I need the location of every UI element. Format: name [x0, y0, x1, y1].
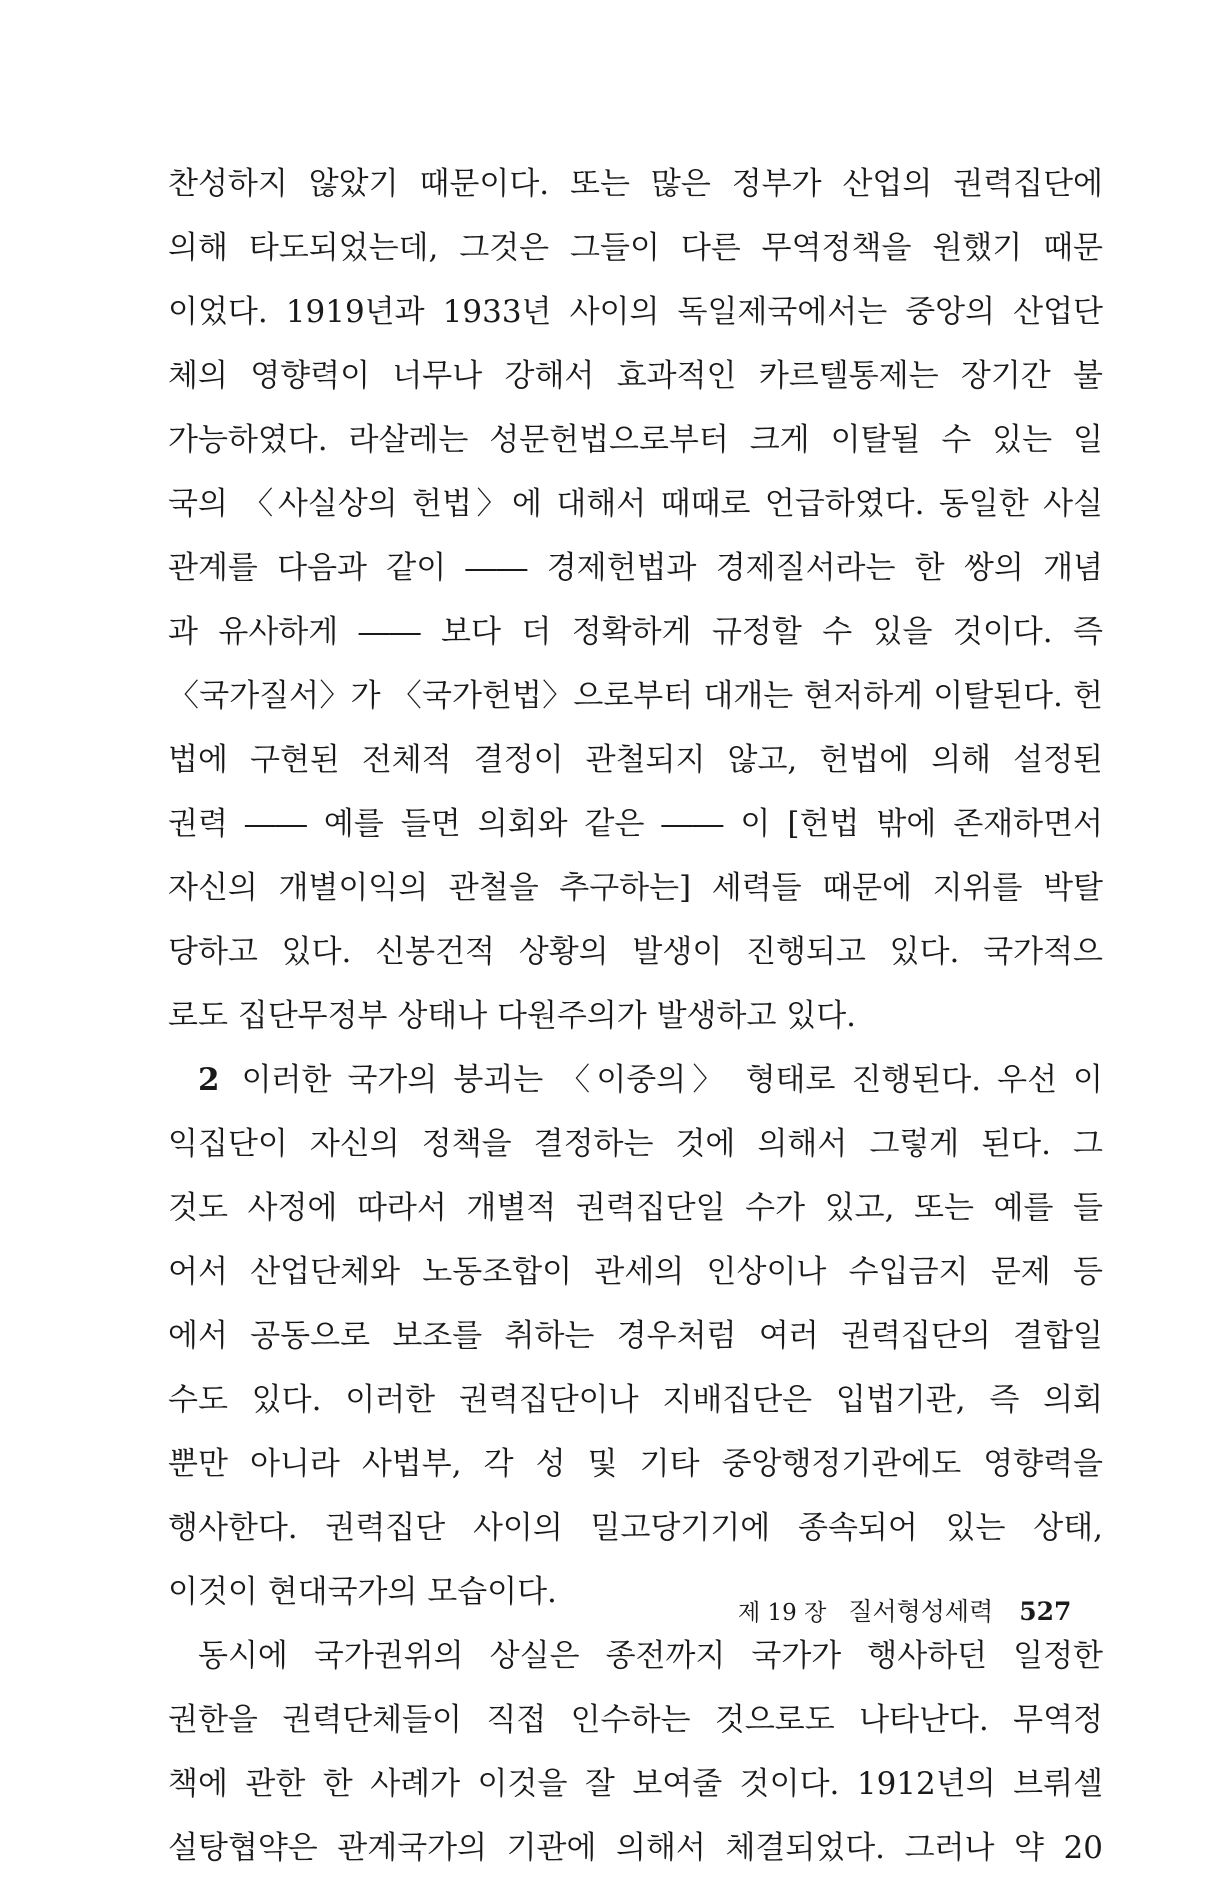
text-line: 이러한 국가의 붕괴는 〈이중의〉 형태로 진행된다. 우선 이	[241, 1062, 1103, 1098]
text-line: 권력 ―― 예를 들면 의회와 같은 ―― 이 [헌법 밖에 존재하면서	[168, 806, 1103, 842]
text-line: 법에 구현된 전체적 결정이 관철되지 않고, 헌법에 의해 설정된	[168, 742, 1103, 778]
text-line: 관계를 다음과 같이 ―― 경제헌법과 경제질서라는 한 쌍의 개념	[168, 550, 1103, 586]
section-number: 2	[198, 1062, 220, 1098]
text-line: 동시에 국가권위의 상실은 종전까지 국가가 행사하던 일정한	[198, 1638, 1103, 1674]
text-line: 이것이 현대국가의 모습이다.	[168, 1574, 557, 1610]
text-line: 가능하였다. 라살레는 성문헌법으로부터 크게 이탈될 수 있는 일	[168, 422, 1103, 458]
page-footer	[738, 1592, 1118, 1633]
text-line: 이었다. 1919년과 1933년 사이의 독일제국에서는 중앙의 산업단	[168, 294, 1103, 330]
text-line: 에서 공동으로 보조를 취하는 경우처럼 여러 권력집단의 결합일	[168, 1318, 1103, 1354]
text-line: 과 유사하게 ―― 보다 더 정확하게 규정할 수 있을 것이다. 즉	[168, 614, 1103, 650]
text-line: 국의 〈사실상의 헌법〉에 대해서 때때로 언급하였다. 동일한 사실	[168, 486, 1103, 522]
chapter-title: 질서형성세력	[848, 1597, 994, 1626]
text-line: 수도 있다. 이러한 권력집단이나 지배집단은 입법기관, 즉 의회	[168, 1382, 1103, 1418]
text-line: 행사한다. 권력집단 사이의 밀고당기기에 종속되어 있는 상태,	[168, 1510, 1103, 1546]
text-line: 권한을 권력단체들이 직접 인수하는 것으로도 나타난다. 무역정	[168, 1702, 1103, 1738]
text-line: 자신의 개별이익의 관철을 추구하는] 세력들 때문에 지위를 박탈	[168, 870, 1103, 906]
text-line: 책에 관한 한 사례가 이것을 잘 보여줄 것이다. 1912년의 브뤼셀	[168, 1766, 1103, 1802]
text-line: 로도 집단무정부 상태나 다원주의가 발생하고 있다.	[168, 998, 856, 1034]
text-line: 〈국가질서〉가 〈국가헌법〉으로부터 대개는 현저하게 이탈된다. 헌	[168, 678, 1103, 714]
page-number: 527	[1019, 1597, 1072, 1626]
text-line: 설탕협약은 관계국가의 기관에 의해서 체결되었다. 그러나 약 20	[168, 1830, 1103, 1866]
text-line: 어서 산업단체와 노동조합이 관세의 인상이나 수입금지 문제 등	[168, 1254, 1103, 1290]
text-line: 체의 영향력이 너무나 강해서 효과적인 카르텔통제는 장기간 불	[168, 358, 1103, 394]
text-line: 것도 사정에 따라서 개별적 권력집단일 수가 있고, 또는 예를 들	[168, 1190, 1103, 1226]
text-line: 당하고 있다. 신봉건적 상황의 발생이 진행되고 있다. 국가적으	[168, 934, 1103, 970]
text-line: 의해 타도되었는데, 그것은 그들이 다른 무역정책을 원했기 때문	[168, 230, 1103, 266]
text-line: 익집단이 자신의 정책을 결정하는 것에 의해서 그렇게 된다. 그	[168, 1126, 1103, 1162]
chapter-label: 제 19 장	[738, 1600, 827, 1626]
section-line	[168, 1048, 1103, 1112]
text-line: 찬성하지 않았기 때문이다. 또는 많은 정부가 산업의 권력집단에	[168, 166, 1103, 202]
text-line: 뿐만 아니라 사법부, 각 성 및 기타 중앙행정기관에도 영향력을	[168, 1446, 1103, 1482]
